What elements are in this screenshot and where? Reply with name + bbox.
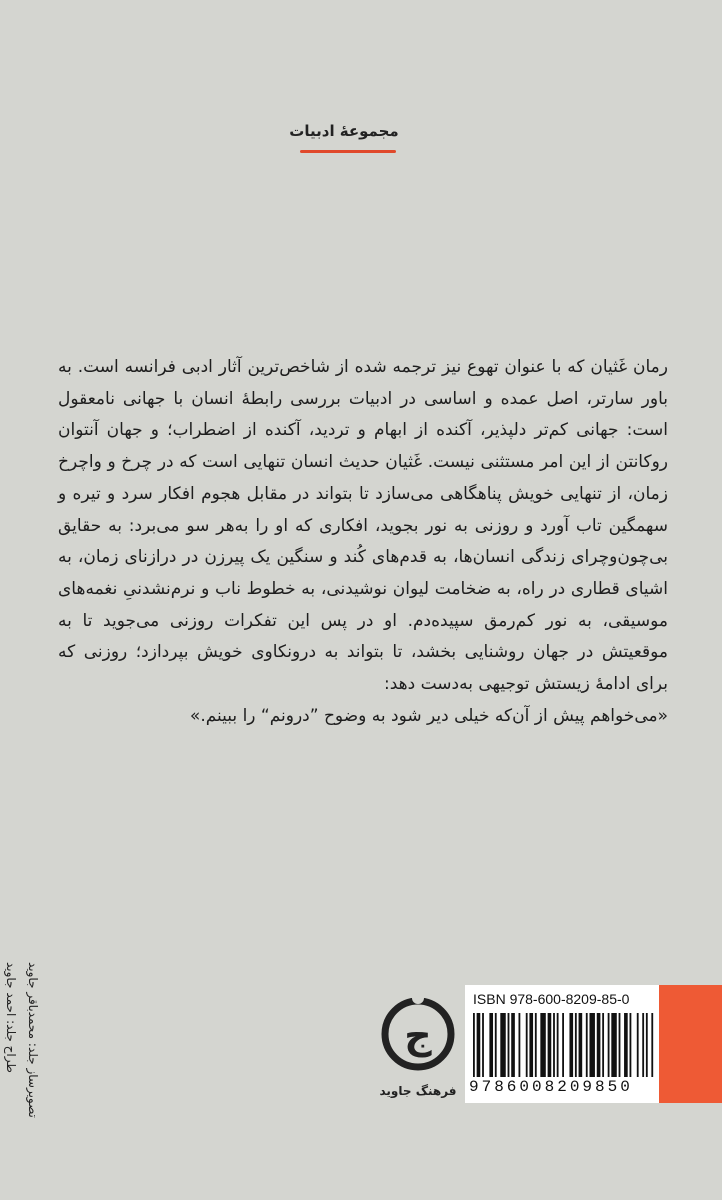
publisher-logo-letter: ج (404, 1013, 432, 1057)
barcode-box (465, 985, 659, 1103)
barcode-bar (557, 1013, 559, 1077)
barcode-bar (500, 1013, 505, 1077)
barcode-bar (562, 1013, 564, 1077)
publisher-name: فرهنگ جاوید (379, 1084, 457, 1098)
barcode-bar (619, 1013, 621, 1077)
series-underline (300, 150, 396, 153)
blurb-body: رمان غَثیان که با عنوان تهوع نیز ترجمه شده از شاخص‌ترین آثار ادبی فرانسه است. به باور سارتر، اصل عمده و اساسی در ادبیات بررسی رابطۀ انسان با جهانی نامعقول است: جهانی کم‌تر دلپذیر، آکنده از ابهام و تردید، آکنده از اضطراب؛ و جهان آنتوان روکانتن از این امر مستثنی نیست. غَثیان حدیث انسان تنهایی است که در چرخ و واچرخ زمان، از تنهایی خویش پناهگاهی می‌سازد تا بتواند در مقابل هجوم افکار سرد و تیره و سهمگین تاب آورد و روزنی به نور بجوید، افکاری که او را به‌هر سو می‌برد: به حقایق بی‌چون‌وچرای زندگی انسان‌ها، به قدم‌های کُند و سنگین یک پیرزن در درازنای زمان، به اشیای قطاری در راه، به ضخامت لیوان نوشیدنی، به خطوط ناب و نرم‌نشدنیِ نغمه‌های موسیقی، به نور کم‌رمق سپیده‌دم. او در پس این تفکرات روزنی می‌جوید تا به موقعیتش در جهان روشنایی بخشد، تا بتواند به درونکاوی خویش بپردازد؛ روزنی که برای ادامۀ زیستش توجیهی به‌دست دهد: (58, 357, 668, 695)
cover-credits (2, 962, 112, 1188)
barcode-bar (624, 1013, 628, 1077)
ean-digits: 9786008209850 (469, 1078, 633, 1096)
orange-strip (659, 985, 722, 1103)
barcode-bar (548, 1013, 552, 1077)
barcode-bar (602, 1013, 604, 1077)
blurb-quote: «می‌خواهم پیش از آن‌که خیلی دیر شود به وضوح ”درونم“ را ببینم.» (189, 705, 668, 726)
barcode-bar (569, 1013, 573, 1077)
back-cover-blurb (58, 352, 668, 732)
barcode-bar (482, 1013, 484, 1077)
barcode-bar (477, 1013, 481, 1077)
barcode-bar (646, 1013, 648, 1077)
barcode-bar (642, 1013, 644, 1077)
barcode-bar (630, 1013, 632, 1077)
barcode-bar (586, 1013, 588, 1077)
barcode-bar (575, 1013, 577, 1077)
barcode-bar (519, 1013, 521, 1077)
barcode-bar (508, 1013, 510, 1077)
barcode-bar (529, 1013, 533, 1077)
barcode-bar (651, 1013, 653, 1077)
barcode-bar (473, 1013, 475, 1077)
barcode-bar (540, 1013, 545, 1077)
barcode-bar (579, 1013, 583, 1077)
credit-cover-image: تصویرساز جلد: محمدباقر جاوید (26, 962, 40, 1118)
barcode-bar (511, 1013, 515, 1077)
barcode-bar (611, 1013, 616, 1077)
isbn-text: ISBN 978-600-8209-85-0 (473, 991, 630, 1007)
barcode-bar (495, 1013, 497, 1077)
publisher-logo-icon (380, 988, 456, 1088)
barcode-bar (589, 1013, 594, 1077)
barcode-bars (473, 1013, 655, 1077)
series-label: مجموعۀ ادبیات (289, 122, 399, 140)
barcode-bar (526, 1013, 528, 1077)
barcode-bar (637, 1013, 639, 1077)
barcode-bar (535, 1013, 537, 1077)
barcode-bar (608, 1013, 610, 1077)
barcode-bar (489, 1013, 493, 1077)
credit-cover-design: طراح جلد: احمد جاوید (4, 962, 18, 1073)
barcode-bar (597, 1013, 601, 1077)
barcode-bar (553, 1013, 555, 1077)
